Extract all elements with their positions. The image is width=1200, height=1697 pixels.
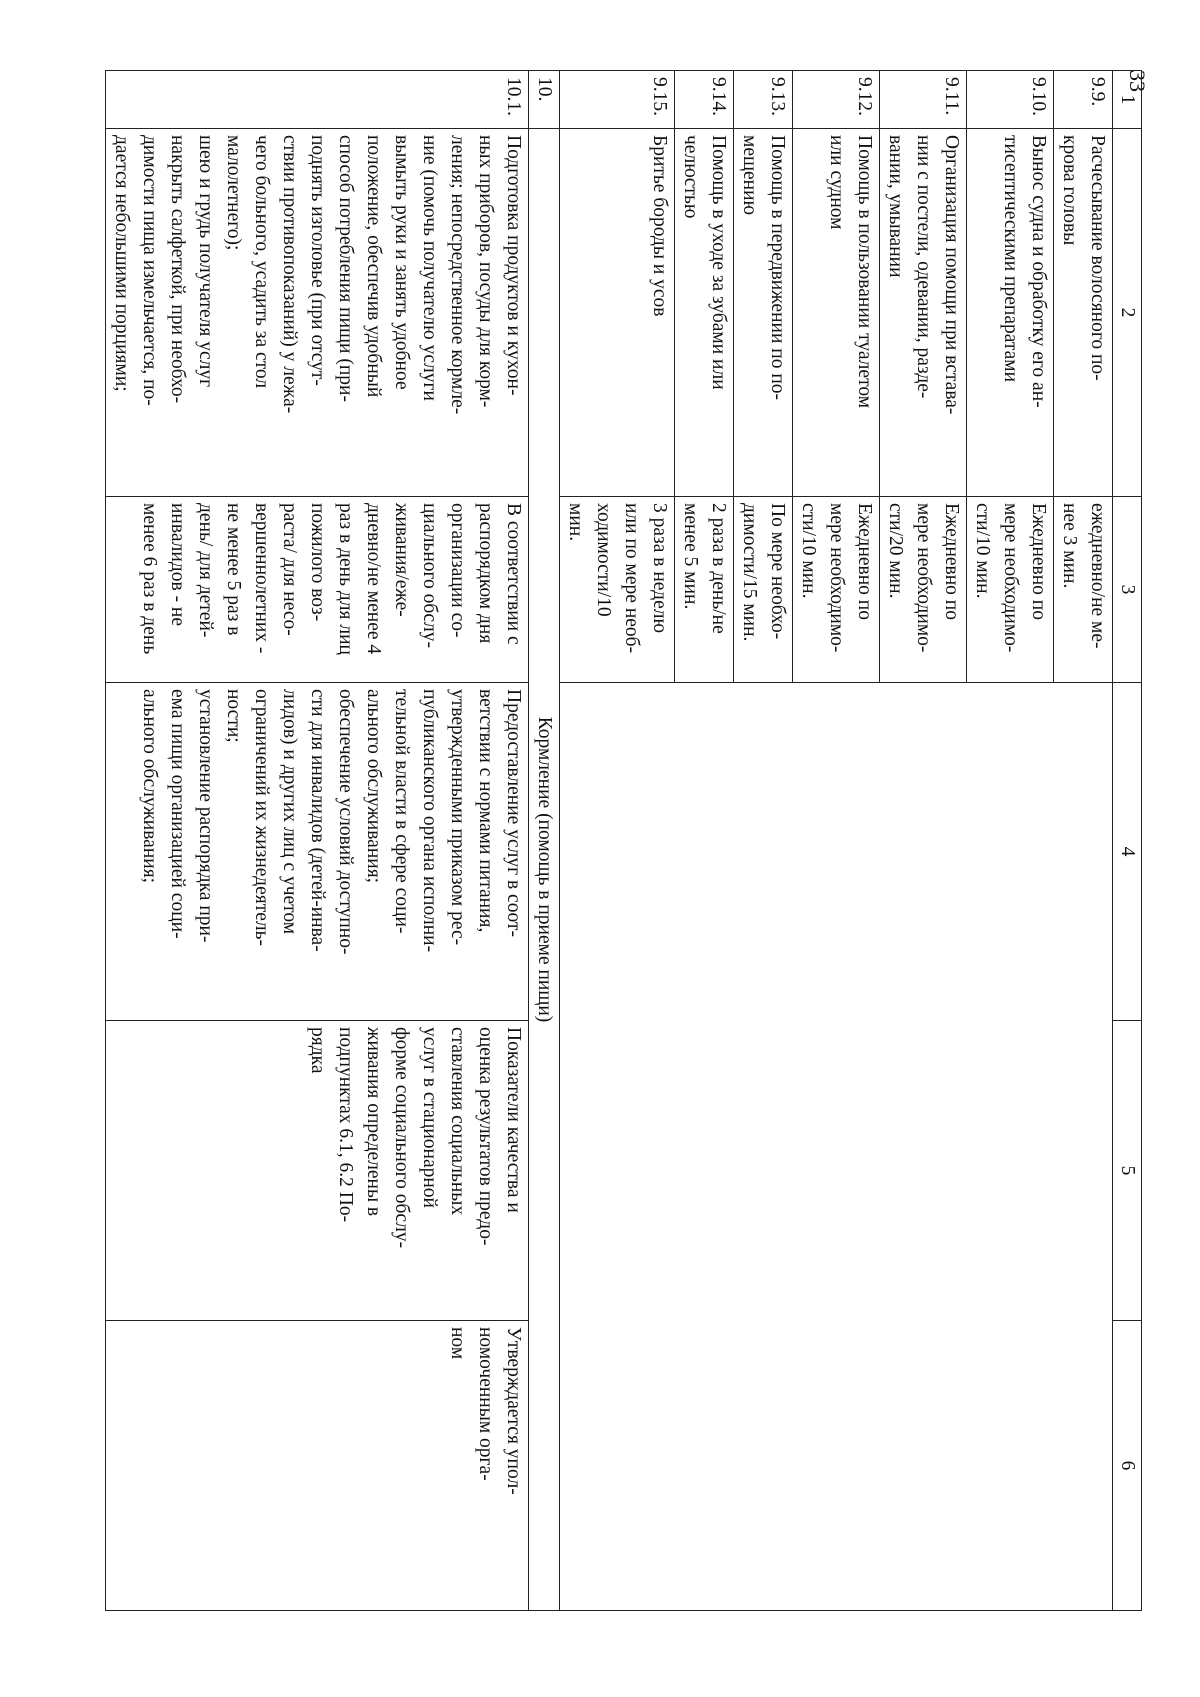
header-col-3: 3 xyxy=(1113,497,1142,683)
service-description: Вынос судна и обработку его ан- тисептическими препаратами xyxy=(967,129,1054,497)
service-frequency: По мере необхо- димости/15 мин. xyxy=(734,497,793,683)
service-frequency: ежедневно/не ме- нее 3 мин. xyxy=(1054,497,1113,683)
rotated-table-container xyxy=(87,70,1142,1610)
header-col-6: 6 xyxy=(1113,1321,1142,1611)
header-row xyxy=(1113,71,1142,1611)
service-frequency: Ежедневно по мере необходимо- сти/10 мин. xyxy=(967,497,1054,683)
section-row xyxy=(529,71,560,1611)
table-row xyxy=(1054,71,1113,1611)
service-frequency: Ежедневно по мере необходимо- сти/10 мин. xyxy=(793,497,880,683)
row-number: 10.1. xyxy=(106,71,529,129)
service-frequency: 2 раза в день/не менее 5 мин. xyxy=(675,497,734,683)
header-col-5: 5 xyxy=(1113,1021,1142,1321)
table-row-10-1 xyxy=(106,71,529,1611)
approval-note: Утверждается упол- номоченным орга- ном xyxy=(106,1321,529,1611)
service-description: Помощь в уходе за зубами или челюстью xyxy=(675,129,734,497)
row-number: 9.15. xyxy=(560,71,675,129)
row-number: 9.11. xyxy=(880,71,967,129)
service-frequency: 3 раза в неделю или по мере необ- ходимости/10 мин. xyxy=(560,497,675,683)
section-title: Кормление (помощь в приеме пищи) xyxy=(529,129,560,1611)
header-col-4: 4 xyxy=(1113,683,1142,1021)
service-description: Помощь в пользовании туалетом или судном xyxy=(793,129,880,497)
row-number: 9.9. xyxy=(1054,71,1113,129)
row-number: 9.10. xyxy=(967,71,1054,129)
header-col-1: 1 xyxy=(1113,71,1142,129)
service-frequency: Ежедневно по мере необходимо- сти/20 мин. xyxy=(880,497,967,683)
service-standards: Предоставление услуг в соот- ветствии с нормами питания, утвержденными приказом рес- публиканского органа исполни- тельной власти в сфере соци- ального обслуживания; обеспечение условий доступно- сти для инвалидов (детей-инва- лидов) и других лиц с учетом ограничений их жизнедеятель- ности; установление распорядка при- ема пищи организацией соци- ального обслуживания; xyxy=(106,683,529,1021)
row-number: 9.13. xyxy=(734,71,793,129)
section-number: 10. xyxy=(529,71,560,129)
page-number: 33 xyxy=(1125,70,1150,92)
rows-body xyxy=(560,71,1113,1611)
service-description: Помощь в передвижении по по- мещению xyxy=(734,129,793,497)
service-description: Бритье бороды и усов xyxy=(560,129,675,497)
service-description: Подготовка продуктов и кухон- ных приборов, посуды для корм- ления; непосредственное кормле- ние (помочь получателю услуги вымыть руки и занять удобное положение, обеспечив удобный способ потребления пищи (при- поднять изголовье (при отсут- ствии противопоказаний) у лежа- чего больного, усадить за стол малолетнего); шею и грудь получателя услуг накрыть салфеткой, при необхо- димости пища измельчается, по- дается небольшими порциями; xyxy=(106,129,529,497)
service-description: Расчесывание волосяного по- крова головы xyxy=(1054,129,1113,497)
quality-indicators: Показатели качества и оценка результатов предо- ставления социальных услуг в стационарной форме социального обслу- живания определены в подпунктах 6.1, 6.2 По- рядка xyxy=(106,1021,529,1321)
service-description: Организация помощи при встава- нии с постели, одевании, разде- вании, умывании xyxy=(880,129,967,497)
service-frequency: В соответствии с распорядком дня организации со- циального обслу- живания/еже- дневно/не менее 4 раз в день для лиц пожилого воз- раста/ для несо- вершеннолетних - не менее 5 раз в день/ для детей- инвалидов - не менее 6 раз в день xyxy=(106,497,529,683)
empty-cell xyxy=(560,683,1113,1611)
row-number: 9.12. xyxy=(793,71,880,129)
header-col-2: 2 xyxy=(1113,129,1142,497)
row-number: 9.14. xyxy=(675,71,734,129)
services-table xyxy=(105,70,1142,1611)
